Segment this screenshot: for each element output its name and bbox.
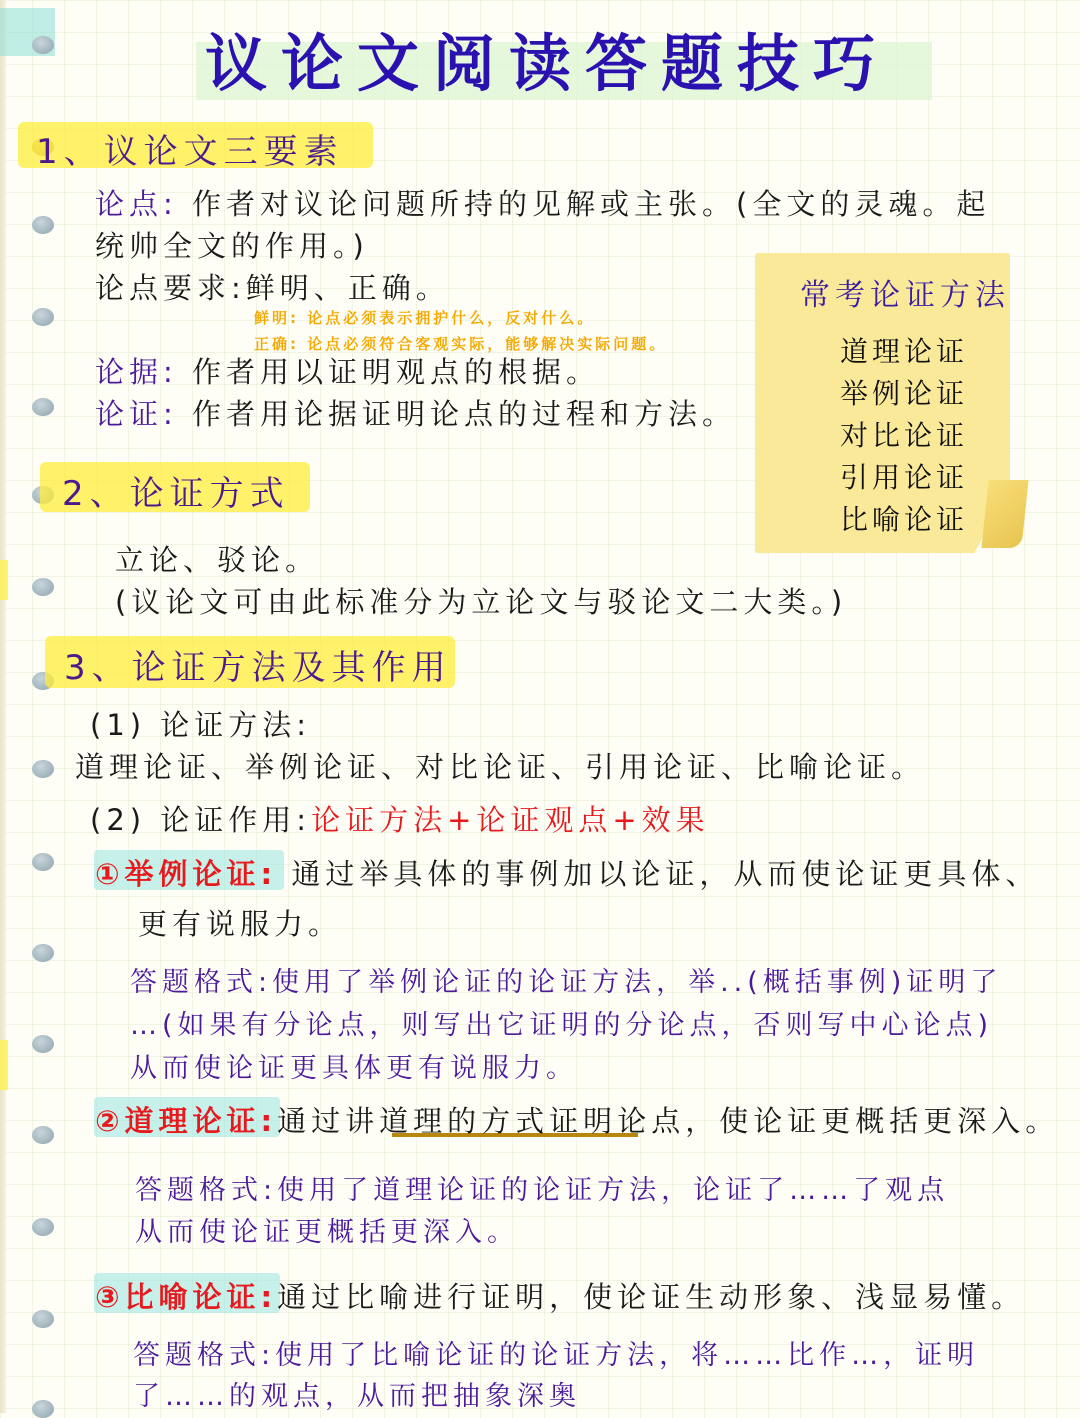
item-jurenlunzheng xyxy=(95,852,1039,893)
lundian-definition xyxy=(95,182,990,223)
section-2-line-1: 立论、驳论。 xyxy=(115,543,320,577)
binder-hole xyxy=(32,1400,54,1418)
edge-highlight-mark xyxy=(0,560,8,600)
sticky-note-title: 常考论证方法 xyxy=(800,278,1010,313)
lunzheng-text: 作者用论据证明论点的过程和方法。 xyxy=(192,397,737,431)
item-daolilunzheng xyxy=(95,1099,1059,1140)
sticky-note-item: 道理论证 xyxy=(840,335,969,368)
lundian-text: 作者对议论问题所持的见解或主张。(全文的灵魂。起 xyxy=(192,187,991,221)
effect-formula: 论证方法+论证观点+效果 xyxy=(311,803,710,837)
lundian-text-cont: 统帅全文的作用。) xyxy=(95,229,369,263)
item-tag: ①举例论证: xyxy=(95,857,278,891)
answer-format-line: 答题格式:使用了举例论证的论证方法，举..(概括事例)证明了 xyxy=(130,967,1003,998)
effect-label: (2) 论证作用: xyxy=(90,803,312,837)
item-desc: 通过举具体的事例加以论证，从而使论证更具体、 xyxy=(291,857,1040,891)
item-biyulunzheng xyxy=(95,1275,1025,1316)
binder-hole xyxy=(32,36,54,54)
binder-hole xyxy=(32,578,54,596)
item-desc-underlined: 道理的方式证明 xyxy=(379,1104,618,1138)
sub-heading-methods: (1) 论证方法: xyxy=(90,708,312,742)
lunzheng-label: 论证: xyxy=(95,397,178,431)
section-2-heading: 2、论证方式 xyxy=(62,474,290,514)
lunju-text: 作者用以证明观点的根据。 xyxy=(192,355,601,389)
answer-format-line: 答题格式:使用了道理论证的论证方法，论证了……了观点 xyxy=(135,1175,950,1206)
binder-hole xyxy=(32,216,54,234)
binder-hole xyxy=(32,1126,54,1144)
section-3-heading: 3、论证方法及其作用 xyxy=(64,648,452,688)
item-tag: ③比喻论证: xyxy=(95,1280,278,1314)
lunju-definition xyxy=(95,350,600,391)
lunzheng-definition xyxy=(95,392,736,433)
sticky-note-item: 比喻论证 xyxy=(840,503,969,536)
sticky-note-item: 对比论证 xyxy=(840,419,969,452)
lundian-label: 论点: xyxy=(95,187,178,221)
binder-hole xyxy=(32,1035,54,1053)
answer-format-line: 答题格式:使用了比喻论证的论证方法，将……比作…，证明 xyxy=(133,1340,980,1371)
binder-hole xyxy=(32,398,54,416)
note-xianming: 鲜明: 论点必须表示拥护什么，反对什么。 xyxy=(254,309,596,327)
item-tag: ②道理论证: xyxy=(95,1104,278,1138)
item-desc: 论点，使论证更概括更深入。 xyxy=(617,1104,1060,1138)
sticky-note-item: 举例论证 xyxy=(840,377,969,410)
answer-format-line: …(如果有分论点，则写出它证明的分论点，否则写中心论点) xyxy=(130,1010,994,1041)
section-1-heading: 1、议论文三要素 xyxy=(36,132,344,172)
binder-hole xyxy=(32,308,54,326)
sticky-note-item: 引用论证 xyxy=(840,461,969,494)
item-desc: 通过比喻进行证明，使论证生动形象、浅显易懂。 xyxy=(277,1280,1026,1314)
sub-heading-effect xyxy=(90,798,710,839)
answer-format-line: 了……的观点，从而把抽象深奥 xyxy=(133,1381,581,1412)
binder-hole xyxy=(32,760,54,778)
binder-hole xyxy=(32,1310,54,1328)
sticky-note-curl xyxy=(981,480,1028,548)
methods-list: 道理论证、举例论证、对比论证、引用论证、比喻论证。 xyxy=(75,750,926,784)
binder-hole xyxy=(32,1218,54,1236)
item-desc: 通过讲 xyxy=(277,1104,380,1138)
item-desc-cont: 更有说服力。 xyxy=(138,907,343,941)
section-2-line-2: (议论文可由此标准分为立论文与驳论文二大类。) xyxy=(115,585,848,619)
page-title: 议论文阅读答题技巧 xyxy=(205,27,890,100)
binder-hole xyxy=(32,944,54,962)
lundian-requirement: 论点要求:鲜明、正确。 xyxy=(95,271,450,305)
notebook-edge xyxy=(0,0,6,1413)
binder-hole xyxy=(32,853,54,871)
answer-format-line: 从而使论证更概括更深入。 xyxy=(135,1217,519,1248)
answer-format-line: 从而使论证更具体更有说服力。 xyxy=(130,1053,578,1084)
edge-highlight-mark xyxy=(0,1040,8,1090)
note-zhengque: 正确: 论点必须符合客观实际，能够解决实际问题。 xyxy=(254,335,668,353)
lunju-label: 论据: xyxy=(95,355,178,389)
